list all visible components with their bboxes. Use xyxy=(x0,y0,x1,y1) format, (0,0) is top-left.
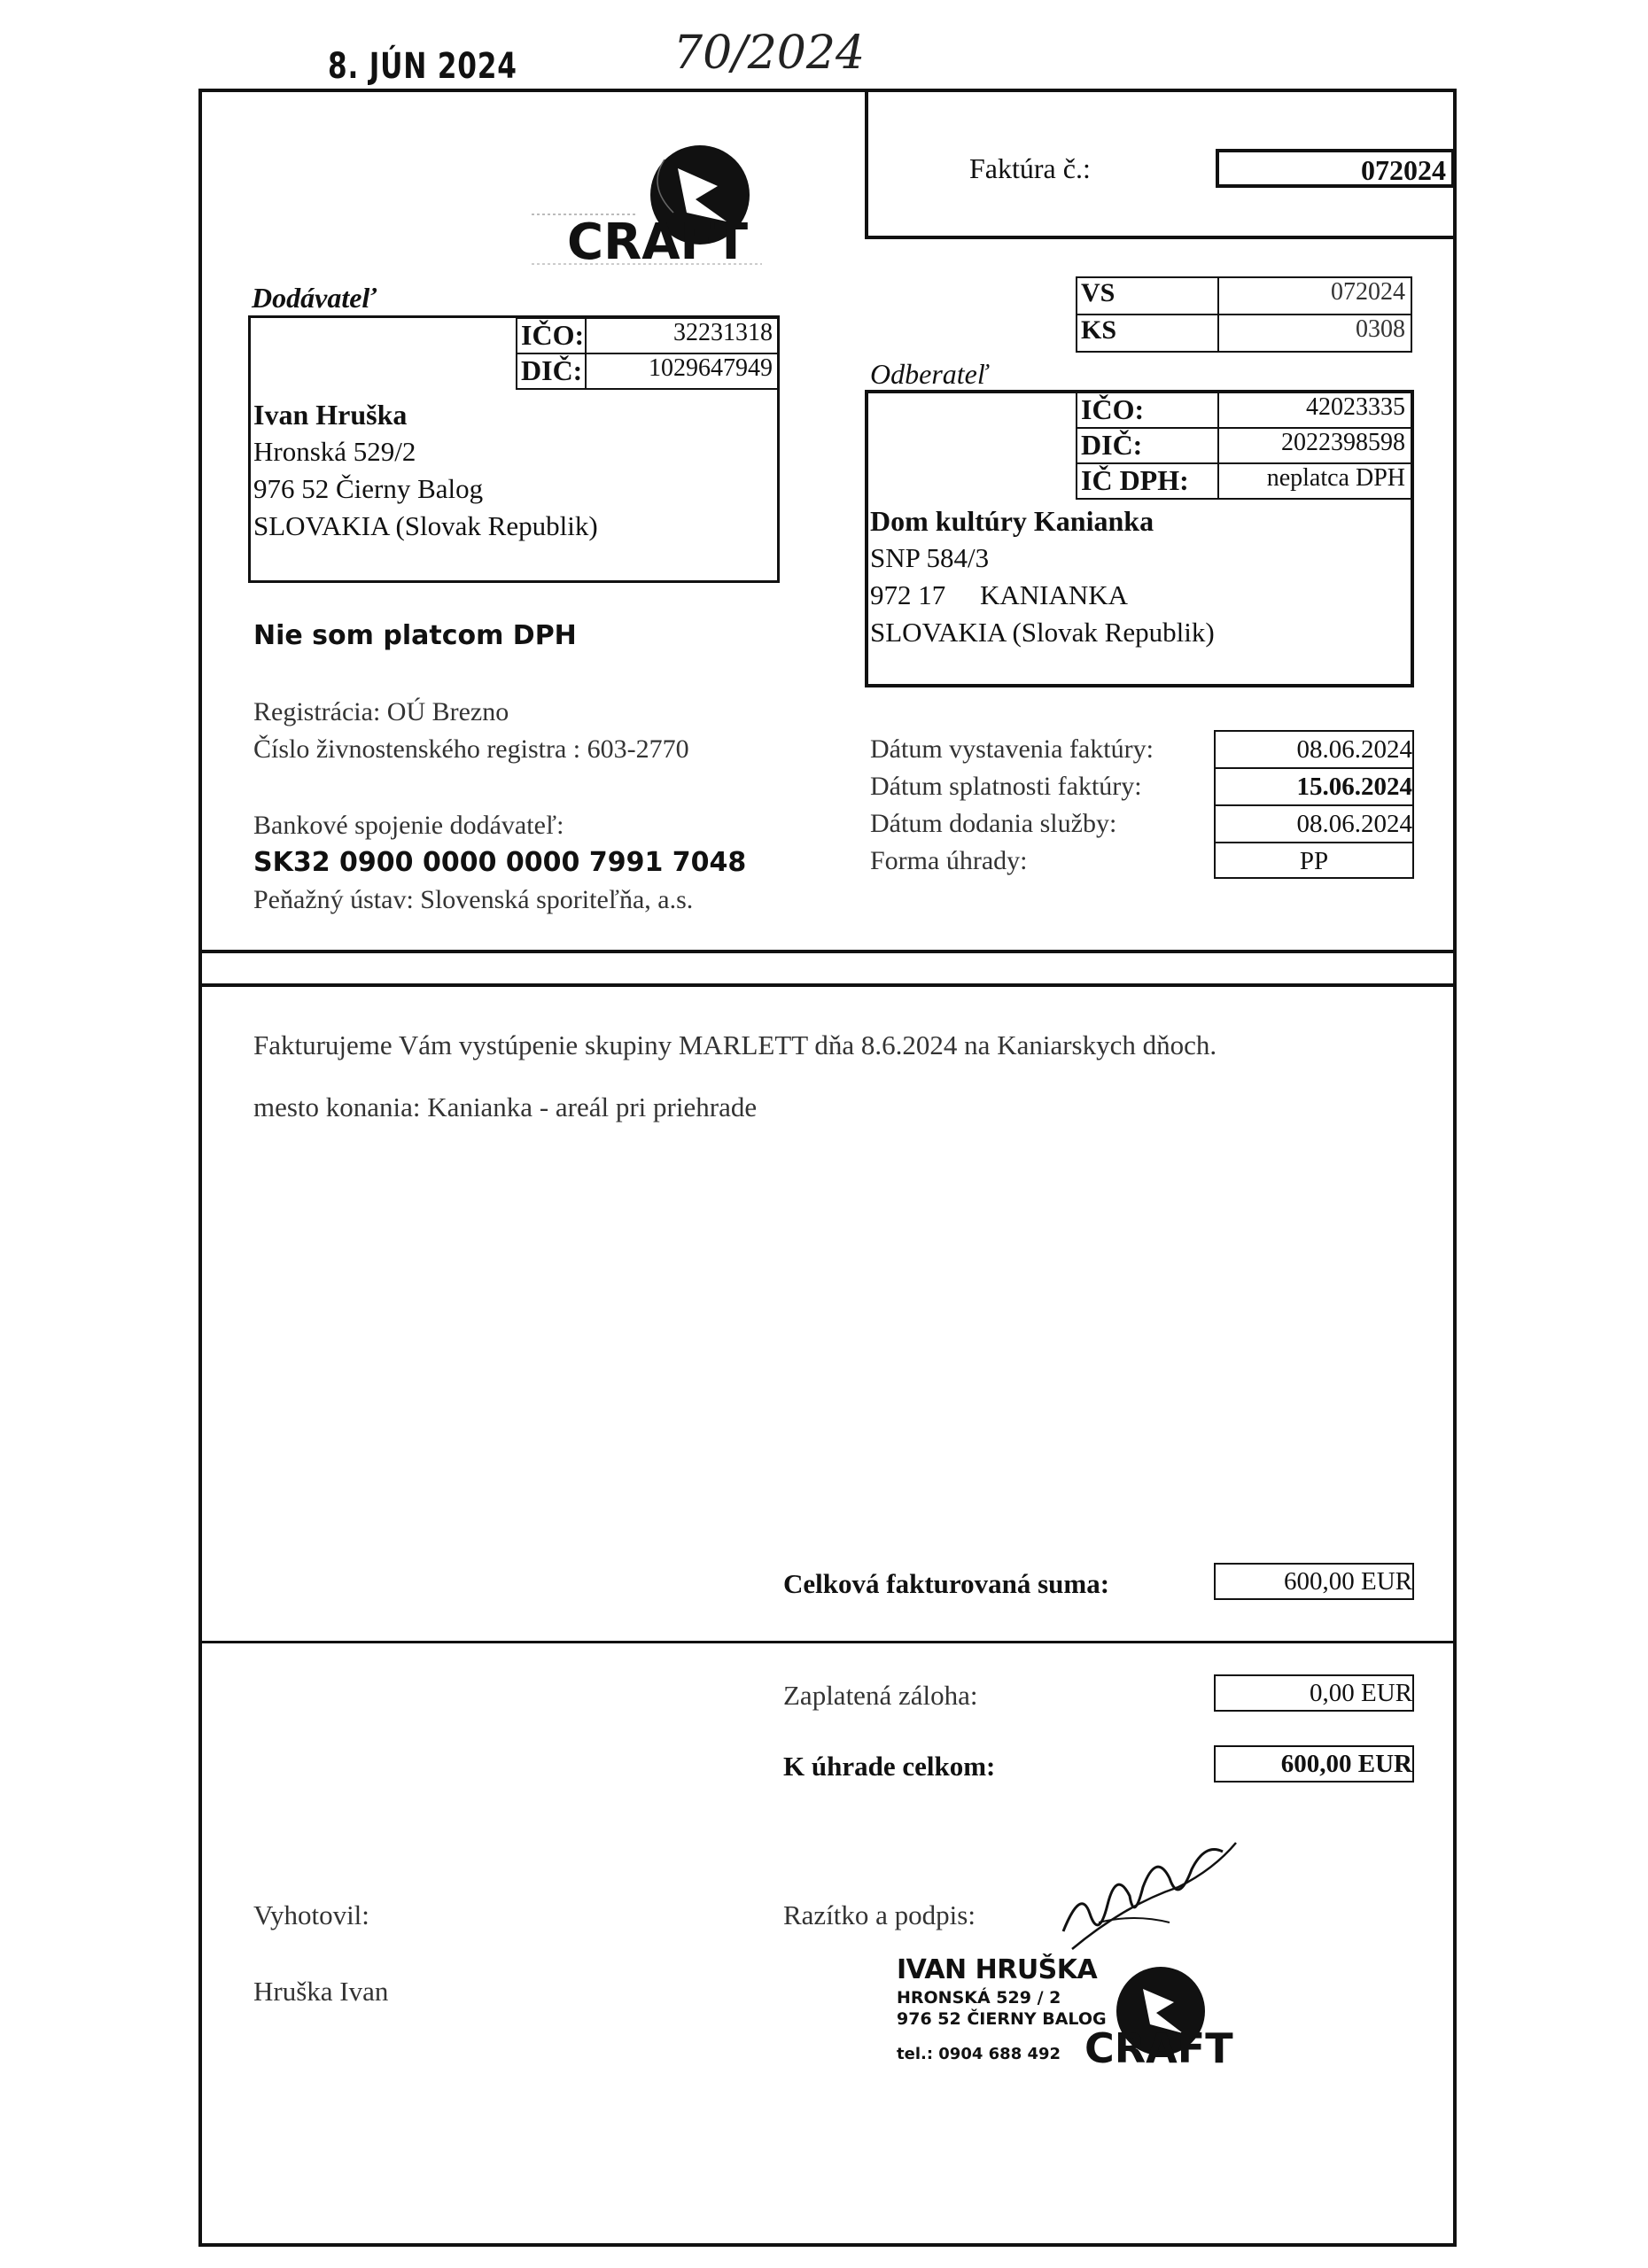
deposit-value: 0,00 EUR xyxy=(1310,1679,1412,1707)
due-date-value: 15.06.2024 xyxy=(1296,773,1412,801)
handwritten-number: 70/2024 xyxy=(673,27,866,80)
vs-label: VS xyxy=(1077,278,1219,314)
supplier-city: 976 52 Čierny Balog xyxy=(253,473,484,504)
supplier-registration: Registrácia: OÚ Brezno xyxy=(253,697,509,726)
customer-name: Dom kultúry Kanianka xyxy=(870,505,1154,537)
customer-dic-row xyxy=(1076,427,1412,464)
customer-dic-value: 2022398598 xyxy=(1281,429,1405,456)
amount-due-box xyxy=(1214,1745,1414,1783)
amount-due-value: 600,00 EUR xyxy=(1280,1750,1412,1778)
invoice-number-value: 072024 xyxy=(1361,154,1446,186)
customer-ico-row xyxy=(1076,392,1412,429)
issued-by-label: Vyhotovil: xyxy=(253,1899,369,1930)
body-line-2: mesto konania: Kanianka - areál pri priehrade xyxy=(253,1091,758,1122)
supplier-section-label: Dodávateľ xyxy=(252,282,377,314)
supplier-ico-label: IČO: xyxy=(517,319,587,353)
customer-icdph-row xyxy=(1076,462,1412,500)
ks-row xyxy=(1076,314,1412,353)
bank-iban: SK32 0900 0000 0000 7991 7048 xyxy=(253,847,747,878)
total-label: Celková fakturovaná suma: xyxy=(783,1568,1110,1599)
issued-by-name: Hruška Ivan xyxy=(253,1976,389,2007)
supplier-vat-note: Nie som platcom DPH xyxy=(253,620,577,651)
vs-row xyxy=(1076,276,1412,315)
customer-dic-label: DIČ: xyxy=(1077,429,1219,462)
stamp-city: 976 52 ČIERNY BALOG xyxy=(897,2009,1107,2029)
supplier-dic-value: 1029647949 xyxy=(649,354,773,382)
supplier-dic-row xyxy=(516,353,780,390)
customer-section-label: Odberateľ xyxy=(870,358,988,390)
received-date-stamp: 8. JÚN 2024 xyxy=(328,46,517,87)
customer-icdph-label: IČ DPH: xyxy=(1077,464,1219,498)
payment-method-value: PP xyxy=(1299,847,1329,875)
bank-label: Bankové spojenie dodávateľ: xyxy=(253,811,564,840)
vs-value: 072024 xyxy=(1331,278,1405,306)
stamp-craft-logo-text: CRAFT xyxy=(1084,2024,1233,2072)
stamp-name: IVAN HRUŠKA xyxy=(897,1954,1098,1985)
issued-date-value: 08.06.2024 xyxy=(1296,735,1412,764)
deposit-label: Zaplatená záloha: xyxy=(783,1680,978,1711)
customer-icdph-value: neplatca DPH xyxy=(1266,464,1405,492)
craft-logo xyxy=(496,133,780,275)
supplier-dic-label: DIČ: xyxy=(517,354,587,388)
separator-top xyxy=(198,950,1457,953)
stamp-signature-label: Razítko a podpis: xyxy=(783,1899,976,1930)
signature xyxy=(1046,1834,1249,1967)
deposit-box xyxy=(1214,1674,1414,1712)
invoice-number-box xyxy=(1216,149,1455,188)
invoice-number-label: Faktúra č.: xyxy=(969,152,1091,184)
customer-country: SLOVAKIA (Slovak Republik) xyxy=(870,617,1215,648)
delivery-date-value: 08.06.2024 xyxy=(1296,810,1412,838)
supplier-ico-value: 32231318 xyxy=(673,319,773,346)
payment-method-label: Forma úhrady: xyxy=(870,846,1028,875)
stamp-phone: tel.: 0904 688 492 xyxy=(897,2045,1061,2063)
craft-logo-text: CRAFT xyxy=(567,214,749,271)
total-box xyxy=(1214,1563,1414,1600)
supplier-country: SLOVAKIA (Slovak Republik) xyxy=(253,510,598,541)
bank-name: Peňažný ústav: Slovenská sporiteľňa, a.s. xyxy=(253,885,694,914)
supplier-trade-register: Číslo živnostenského registra : 603-2770 xyxy=(253,734,689,764)
delivery-date-label: Dátum dodania služby: xyxy=(870,809,1117,838)
amount-due-label: K úhrade celkom: xyxy=(783,1751,996,1782)
supplier-ico-row xyxy=(516,317,780,354)
total-value: 600,00 EUR xyxy=(1284,1567,1412,1596)
ks-label: KS xyxy=(1077,315,1219,351)
supplier-street: Hronská 529/2 xyxy=(253,436,416,467)
issued-date-label: Dátum vystavenia faktúry: xyxy=(870,734,1154,764)
stamp-street: HRONSKÁ 529 / 2 xyxy=(897,1988,1061,2008)
due-date-label: Dátum splatnosti faktúry: xyxy=(870,772,1142,801)
body-line-1: Fakturujeme Vám vystúpenie skupiny MARLETT dňa 8.6.2024 na Kaniarskych dňoch. xyxy=(253,1029,1217,1060)
ks-value: 0308 xyxy=(1356,315,1405,343)
separator-totals xyxy=(198,1641,1457,1643)
customer-ico-value: 42023335 xyxy=(1306,393,1405,421)
separator-bottom xyxy=(198,983,1457,987)
customer-street: SNP 584/3 xyxy=(870,542,990,573)
customer-city: 972 17 KANIANKA xyxy=(870,579,1129,610)
customer-ico-label: IČO: xyxy=(1077,393,1219,427)
supplier-name: Ivan Hruška xyxy=(253,399,408,431)
stamp-craft-logo xyxy=(1072,1949,1233,2073)
